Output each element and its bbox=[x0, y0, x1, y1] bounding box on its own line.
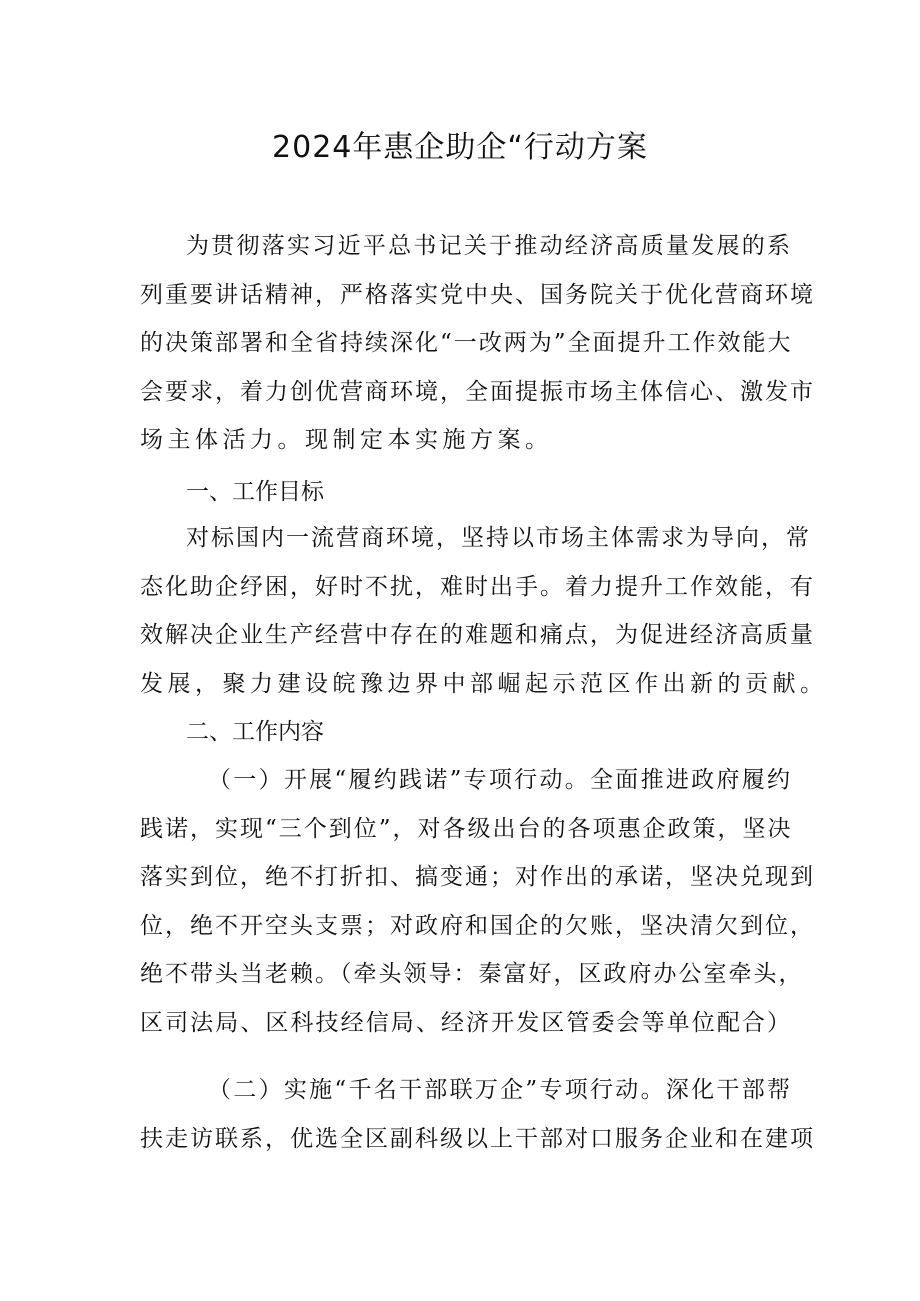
item-2-line-1: （二）实施“千名干部联万企”专项行动。深化干部帮 bbox=[208, 1077, 792, 1103]
section-1-line-3: 效解决企业生产经营中存在的难题和痛点，为促进经济高质量 bbox=[140, 622, 815, 648]
section-2-item-1 bbox=[140, 756, 815, 1047]
section-1-line-2: 态化助企纾困，好时不扰，难时出手。着力提升工作效能，有 bbox=[140, 573, 815, 600]
item-1-line-3: 落实到位，绝不打折扣、搞变通；对作出的承诺，坚决兑现到 bbox=[140, 864, 815, 890]
intro-line-3: 的决策部署和全省持续深化“一改两为”全面提升工作效能大 bbox=[140, 330, 793, 356]
intro-line-1: 为贯彻落实习近平总书记关于推动经济高质量发展的系 bbox=[186, 233, 792, 259]
section-2-item-2 bbox=[140, 1066, 815, 1163]
item-1-line-5: 绝不带头当老赖。（牵头领导：秦富好，区政府办公室牵头， bbox=[140, 961, 804, 987]
intro-line-5: 场主体活力。现制定本实施方案。 bbox=[140, 427, 553, 453]
intro-line-2: 列重要讲话精神，严格落实党中央、国务院关于优化营商环境 bbox=[140, 281, 815, 308]
section-1-line-4: 发展，聚力建设皖豫边界中部崛起示范区作出新的贡献。 bbox=[140, 670, 828, 697]
item-1-line-2: 践诺，实现“三个到位”，对各级出台的各项惠企政策，坚决 bbox=[140, 815, 793, 842]
document-title: 2024年惠企助企“行动方案 bbox=[272, 130, 648, 165]
section-1-paragraph bbox=[140, 514, 828, 708]
item-2-line-2: 扶走访联系，优选全区副科级以上干部对口服务企业和在建项 bbox=[140, 1125, 815, 1152]
section-1-heading: 一、工作目标 bbox=[186, 479, 324, 505]
intro-paragraph bbox=[140, 222, 815, 465]
intro-line-4: 会要求，着力创优营商环境，全面提振市场主体信心、激发市 bbox=[140, 378, 815, 405]
section-1-line-1: 对标国内一流营商环境，坚持以市场主体需求为导向，常 bbox=[186, 525, 811, 551]
item-1-line-4: 位，绝不开空头支票；对政府和国企的欠账，坚决清欠到位， bbox=[140, 912, 815, 939]
item-1-line-6: 区司法局、区科技经信局、经济开发区管委会等单位配合） bbox=[140, 1009, 792, 1036]
section-2-heading: 二、工作内容 bbox=[186, 719, 324, 745]
item-1-line-1: （一）开展“履约践诺”专项行动。全面推进政府履约 bbox=[208, 767, 792, 793]
